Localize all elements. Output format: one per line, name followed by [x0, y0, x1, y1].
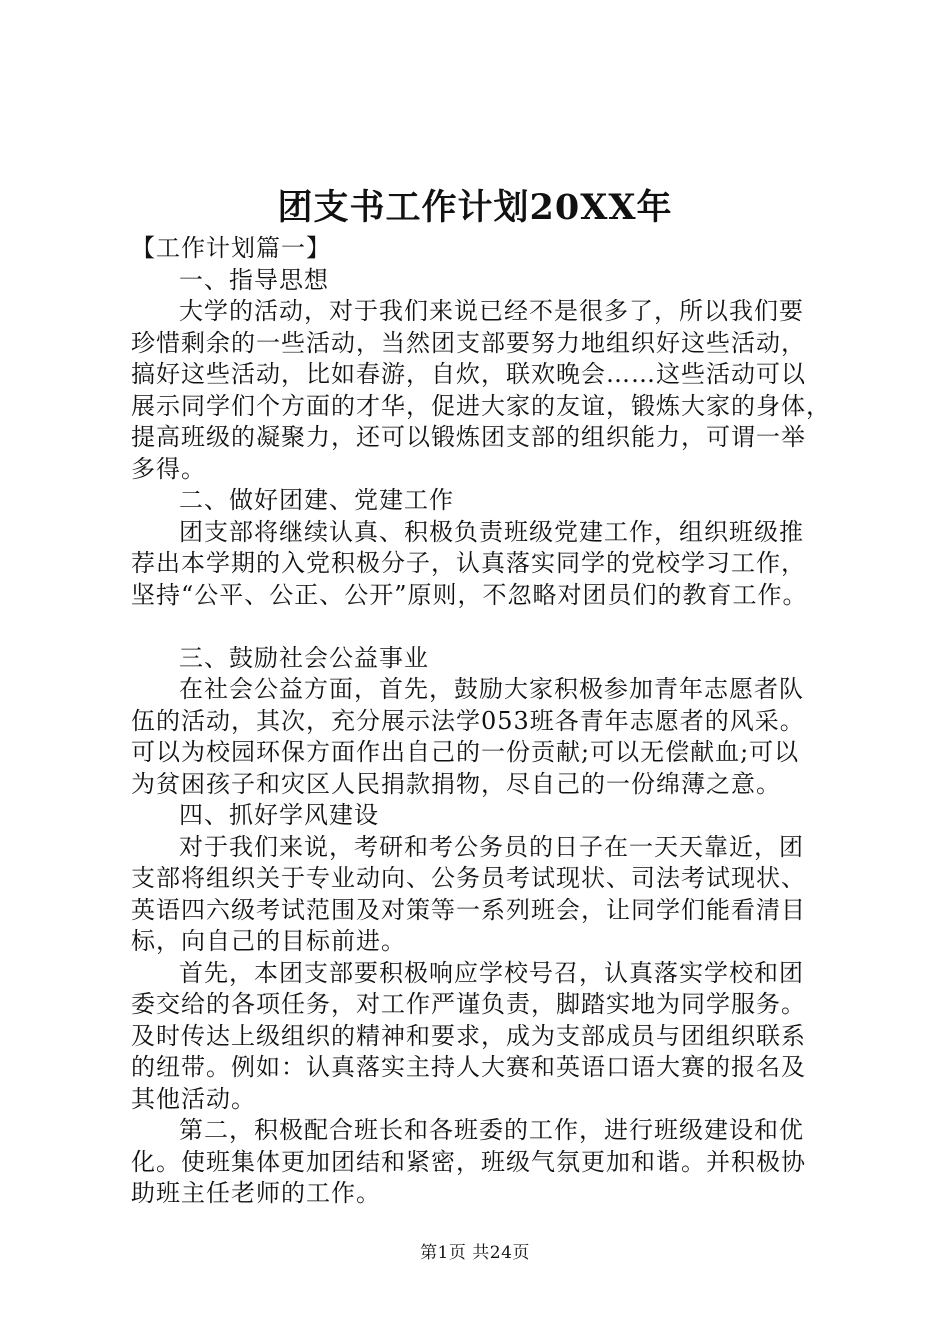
paragraph-line: 为贫困孩子和灾区人民捐款捐物，尽自己的一份绵薄之意。 — [131, 769, 781, 798]
paragraph-line: 支部将组织关于专业动向、公务员考试现状、司法考试现状、 — [131, 864, 806, 892]
document-body — [131, 233, 851, 1210]
document-title: 团支书工作计划20XX年 — [277, 187, 673, 228]
paragraph-line: 及时传达上级组织的精神和要求，成为支部成员与团组织联系 — [131, 1021, 806, 1050]
paragraph-line: 第二，积极配合班长和各班委的工作，进行班级建设和优 — [179, 1116, 804, 1144]
heading-public-welfare: 三、鼓励社会公益事业 — [179, 643, 429, 672]
paragraph-line: 伍的活动，其次，充分展示法学053班各青年志愿者的风采。 — [131, 706, 805, 735]
paragraph-line: 大学的活动，对于我们来说已经不是很多了，所以我们要 — [179, 297, 804, 325]
paragraph-line: 提高班级的凝聚力，还可以锻炼团支部的组织能力，可谓一举 — [131, 423, 806, 451]
paragraph-line: 委交给的各项任务，对工作严谨负责，脚踏实地为同学服务。 — [131, 990, 806, 1018]
paragraph-line: 可以为校园环保方面作出自己的一份贡献;可以无偿献血;可以 — [131, 738, 800, 766]
paragraph-line: 标，向自己的目标前进。 — [131, 927, 406, 955]
paragraph-line: 英语四六级考试范围及对策等一系列班会，让同学们能看清目 — [131, 895, 806, 924]
paragraph-line: 化。使班集体更加团结和紧密，班级气氛更加和谐。并积极协 — [131, 1147, 806, 1176]
paragraph-line: 珍惜剩余的一些活动，当然团支部要努力地组织好这些活动， — [131, 328, 806, 357]
paragraph-line: 助班主任老师的工作。 — [131, 1179, 381, 1207]
paragraph-line: 的纽带。例如：认真落实主持人大赛和英语口语大赛的报名及 — [131, 1053, 806, 1081]
paragraph-line: 搞好这些活动，比如春游，自炊，联欢晚会……这些活动可以 — [131, 360, 806, 388]
paragraph-line: 荐出本学期的入党积极分子，认真落实同学的党校学习工作， — [131, 549, 806, 577]
paragraph-line: 团支部将继续认真、积极负责班级党建工作，组织班级推 — [179, 517, 804, 546]
heading-guiding-ideology: 一、指导思想 — [179, 265, 329, 294]
paragraph-line: 坚持“公平、公正、公开”原则，不忽略对团员们的教育工作。 — [131, 580, 808, 609]
paragraph-line: 多得。 — [131, 454, 206, 483]
paragraph-line: 展示同学们个方面的才华，促进大家的友谊，锻炼大家的身体， — [131, 391, 831, 420]
paragraph-line: 在社会公益方面，首先，鼓励大家积极参加青年志愿者队 — [179, 675, 804, 703]
blank-line — [131, 611, 851, 643]
heading-study-style: 四、抓好学风建设 — [179, 801, 379, 829]
paragraph-line: 对于我们来说，考研和考公务员的日子在一天天靠近，团 — [179, 832, 804, 861]
paragraph-line: 首先，本团支部要积极响应学校号召，认真落实学校和团 — [179, 958, 804, 987]
page-number-footer: 第1页 共24页 — [420, 1243, 530, 1263]
section-header: 【工作计划篇一】 — [131, 234, 331, 262]
paragraph-line: 其他活动。 — [131, 1084, 256, 1113]
heading-party-building: 二、做好团建、党建工作 — [179, 486, 454, 514]
